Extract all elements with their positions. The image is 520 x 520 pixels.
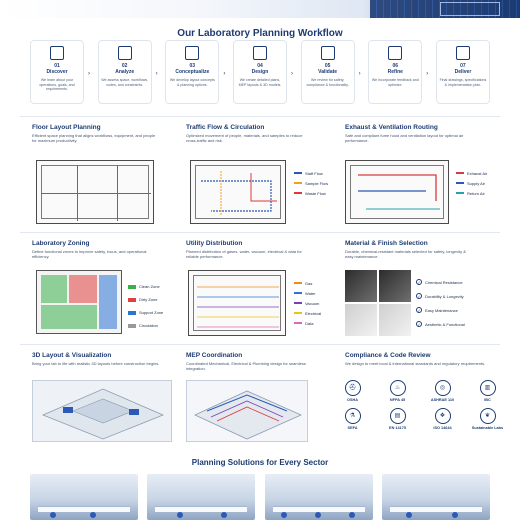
step-number: 03 (189, 63, 196, 69)
lab-stool (349, 512, 355, 518)
lab-bench (155, 506, 247, 512)
traffic-flow-section (186, 124, 314, 143)
clean-zone-area (41, 305, 97, 329)
lab-stool (50, 512, 56, 518)
floor-plan-drawing (36, 160, 154, 224)
airflow-lines (346, 161, 450, 225)
lab-stool (315, 512, 321, 518)
step-name: Validate (318, 69, 338, 75)
legend-label: Dirty Zone (139, 297, 158, 302)
seal-icon: ◎ (435, 380, 451, 396)
floor-layout-section (32, 124, 160, 143)
step-name: Design (251, 69, 269, 75)
section-title: Exhaust & Ventilation Routing (345, 124, 438, 131)
step-desc: We learn about your operations, goals, and requirements. (39, 78, 75, 92)
step-number: 04 (257, 63, 263, 69)
clean-zone-area (41, 275, 67, 303)
material-swatches (345, 270, 411, 336)
legend-swatch (294, 282, 302, 284)
section-title: Traffic Flow & Circulation (186, 124, 265, 131)
badge-label: NFPA 45 (389, 398, 406, 402)
flow-lines (191, 161, 287, 225)
check-icon: ✓ (417, 280, 421, 285)
legend-label: Sample Flow (305, 180, 329, 186)
material-swatch (379, 304, 411, 336)
feature-label: Easy Maintenance (425, 307, 458, 313)
sector-photos (30, 474, 490, 520)
legend-label: Supply Air (467, 180, 486, 186)
section-title: Compliance & Code Review (345, 352, 431, 359)
legend-label: Return Air (467, 190, 485, 196)
isometric-lab (33, 381, 173, 443)
arrow-right-icon: › (426, 71, 429, 77)
legend-label: Data (305, 320, 314, 326)
step-analyze (98, 40, 158, 104)
material-swatch (379, 270, 411, 302)
exhaust-section (345, 124, 473, 143)
section-title: Material & Finish Selection (345, 240, 428, 247)
legend-swatch (294, 182, 302, 184)
arrow-right-icon: › (358, 71, 361, 77)
badge-sefa (330, 408, 375, 430)
step-number: 06 (392, 63, 399, 69)
legend-swatch (294, 172, 302, 174)
utility-legend (294, 278, 321, 328)
legend-label: Staff Flow (305, 170, 323, 176)
arrow-right-icon: › (88, 71, 90, 77)
exhaust-plan-drawing (345, 160, 449, 224)
lab-bench (390, 506, 482, 512)
legend-swatch (294, 292, 302, 294)
workflow-title: Our Laboratory Planning Workflow (177, 28, 343, 39)
section-desc: Planned distribution of gases, water, vacuum, electrical & data for reliable performance. (186, 249, 302, 259)
building-icon: ▥ (480, 380, 496, 396)
utility-plan-drawing (188, 270, 286, 336)
traffic-legend (294, 168, 328, 198)
sector-photo (265, 474, 373, 520)
blueprint-grid (440, 2, 500, 16)
section-desc: Optimized movement of people, materials, and samples to reduce cross-traffic and risk. (186, 133, 303, 143)
legend-label: Waste Flow (305, 190, 326, 196)
step-name: Discover (46, 69, 68, 75)
zoning-section (32, 240, 160, 259)
step-name: Refine (387, 69, 403, 75)
cleanroom-icon: ❖ (435, 408, 451, 424)
design-icon (253, 46, 267, 60)
section-desc: Efficient space planning that aligns workflows, equipment, and people for maximum productivity. (32, 133, 156, 143)
analyze-icon (118, 46, 132, 60)
step-desc: We incorporate feedback and optimize. (371, 78, 419, 87)
section-title: 3D Layout & Visualization (32, 352, 112, 359)
hero-banner (0, 0, 520, 18)
legend-swatch (294, 322, 302, 324)
section-title: Utility Distribution (186, 240, 243, 247)
lab-stool (406, 512, 412, 518)
step-desc: We assess space, workflows, codes, and constraints. (101, 78, 149, 87)
sector-photo (382, 474, 490, 520)
arrow-right-icon: › (290, 71, 293, 77)
legend-label: Support Zone (139, 310, 164, 315)
material-section (345, 240, 473, 259)
badge-sustainable (465, 408, 510, 430)
badge-iso14644 (420, 408, 465, 430)
sector-photo (147, 474, 255, 520)
fire-icon: ♨ (390, 380, 406, 396)
mep-section (186, 352, 314, 371)
legend-label: Clean Zone (139, 284, 160, 289)
badge-label: ISO 14644 (433, 426, 452, 430)
sector-photo (30, 474, 138, 520)
step-name: Conceptualize (175, 69, 210, 75)
section-title: Laboratory Zoning (32, 240, 90, 247)
lab-stool (177, 512, 183, 518)
legend-swatch (294, 302, 302, 304)
section-divider (20, 344, 500, 345)
dirty-zone-area (69, 275, 97, 303)
mep-isometric (187, 381, 309, 443)
traffic-plan-drawing (190, 160, 286, 224)
workflow-steps (30, 40, 490, 106)
section-divider (20, 116, 500, 117)
badge-label: Sustainable Labs (471, 426, 504, 430)
section-desc: Bring your lab to life with realistic 3D layouts before construction begins. (32, 361, 160, 366)
legend-swatch (294, 312, 302, 314)
feature-label: Chemical Resistance (425, 279, 463, 285)
arrow-right-icon: › (223, 71, 226, 77)
feature-label: Aesthetic & Functional (425, 321, 465, 327)
badge-label: EN 14175 (389, 426, 406, 430)
section-title: MEP Coordination (186, 352, 243, 359)
lab-icon: ⚗ (345, 408, 361, 424)
legend-swatch (456, 182, 464, 184)
exhaust-legend (456, 168, 487, 198)
feature-label: Durability & Longevity (425, 293, 464, 299)
step-refine (368, 40, 429, 104)
zoning-plan-drawing (36, 270, 122, 334)
arrow-right-icon: › (155, 71, 158, 77)
lab-stool (90, 512, 96, 518)
legend-label: Circulation (139, 323, 158, 328)
step-name: Deliver (454, 69, 472, 75)
layout3d-section (32, 352, 160, 366)
section-desc: Durable, chemical-resistant materials selected for safety, longevity & easy maintenance. (345, 249, 466, 259)
hood-icon: ▤ (390, 408, 406, 424)
material-swatch (345, 270, 377, 302)
support-zone-area (99, 275, 117, 329)
badge-osha (330, 380, 375, 402)
badge-label: OSHA (347, 398, 358, 402)
step-desc: We create detailed plans, MEP layouts & 3D models. (238, 78, 282, 87)
leaf-icon: ❦ (480, 408, 496, 424)
refresh-icon (388, 46, 402, 60)
utility-lines (189, 271, 287, 337)
badge-label: SEFA (347, 426, 358, 430)
legend-label: Exhaust Air (467, 170, 488, 176)
lab-stool (281, 512, 287, 518)
utility-section (186, 240, 314, 259)
sectors-title: Planning Solutions for Every Sector (191, 458, 329, 467)
badge-label: ASHRAE 110 (430, 398, 455, 402)
3d-layout-render (32, 380, 172, 442)
badge-nfpa (375, 380, 420, 402)
lab-stool (221, 512, 227, 518)
step-number: 07 (460, 63, 466, 69)
badge-ibc (465, 380, 510, 402)
section-title: Floor Layout Planning (32, 124, 101, 131)
zoning-legend (128, 280, 163, 332)
step-conceptualize (165, 40, 226, 104)
legend-swatch (128, 324, 136, 328)
legend-swatch (128, 285, 136, 289)
shield-check-icon (321, 46, 335, 60)
step-number: 02 (121, 63, 128, 69)
legend-label: Electrical (305, 310, 322, 316)
clipboard-icon (456, 46, 470, 60)
legend-label: Gas (305, 280, 313, 286)
legend-swatch (294, 192, 302, 194)
legend-swatch (128, 298, 136, 302)
document-icon (50, 46, 64, 60)
step-desc: We review for safety, compliance & functionality. (306, 78, 349, 87)
step-number: 01 (54, 63, 60, 69)
plan-wall (41, 193, 151, 194)
step-design (233, 40, 293, 104)
lab-stool (452, 512, 458, 518)
step-desc: Final drawings, specifications & implementation plan. (439, 78, 487, 87)
section-divider (20, 232, 500, 233)
section-desc: Coordinated Mechanical, Electrical & Plumbing design for seamless integration. (186, 361, 306, 371)
compliance-section (345, 352, 495, 366)
compliance-badges (330, 380, 510, 430)
legend-swatch (456, 172, 464, 174)
check-icon: ✓ (417, 294, 421, 299)
step-number: 05 (324, 63, 331, 69)
concept-icon (185, 46, 199, 60)
step-deliver (436, 40, 490, 104)
section-desc: We design to meet local & international standards and regulatory requirements. (345, 361, 486, 366)
step-desc: We develop layout concepts & planning options. (169, 78, 215, 87)
legend-swatch (456, 192, 464, 194)
check-icon: ✓ (417, 322, 421, 327)
badge-ashrae (420, 380, 465, 402)
step-discover (30, 40, 90, 104)
material-features (416, 275, 465, 331)
legend-swatch (128, 311, 136, 315)
section-desc: Define functional zones to improve safety, focus, and operational efficiency. (32, 249, 147, 259)
legend-label: Vacuum (305, 300, 320, 306)
badge-label: IBC (484, 398, 491, 402)
legend-label: Water (305, 290, 316, 296)
hardhat-icon: ⛑ (345, 380, 361, 396)
check-icon: ✓ (417, 308, 421, 313)
material-swatch (345, 304, 377, 336)
mep-render (186, 380, 308, 442)
step-validate (301, 40, 361, 104)
step-name: Analyze (115, 69, 135, 75)
badge-en14175 (375, 408, 420, 430)
section-desc: Safe and compliant fume hood and ventilation layout for optimal air performance. (345, 133, 464, 143)
